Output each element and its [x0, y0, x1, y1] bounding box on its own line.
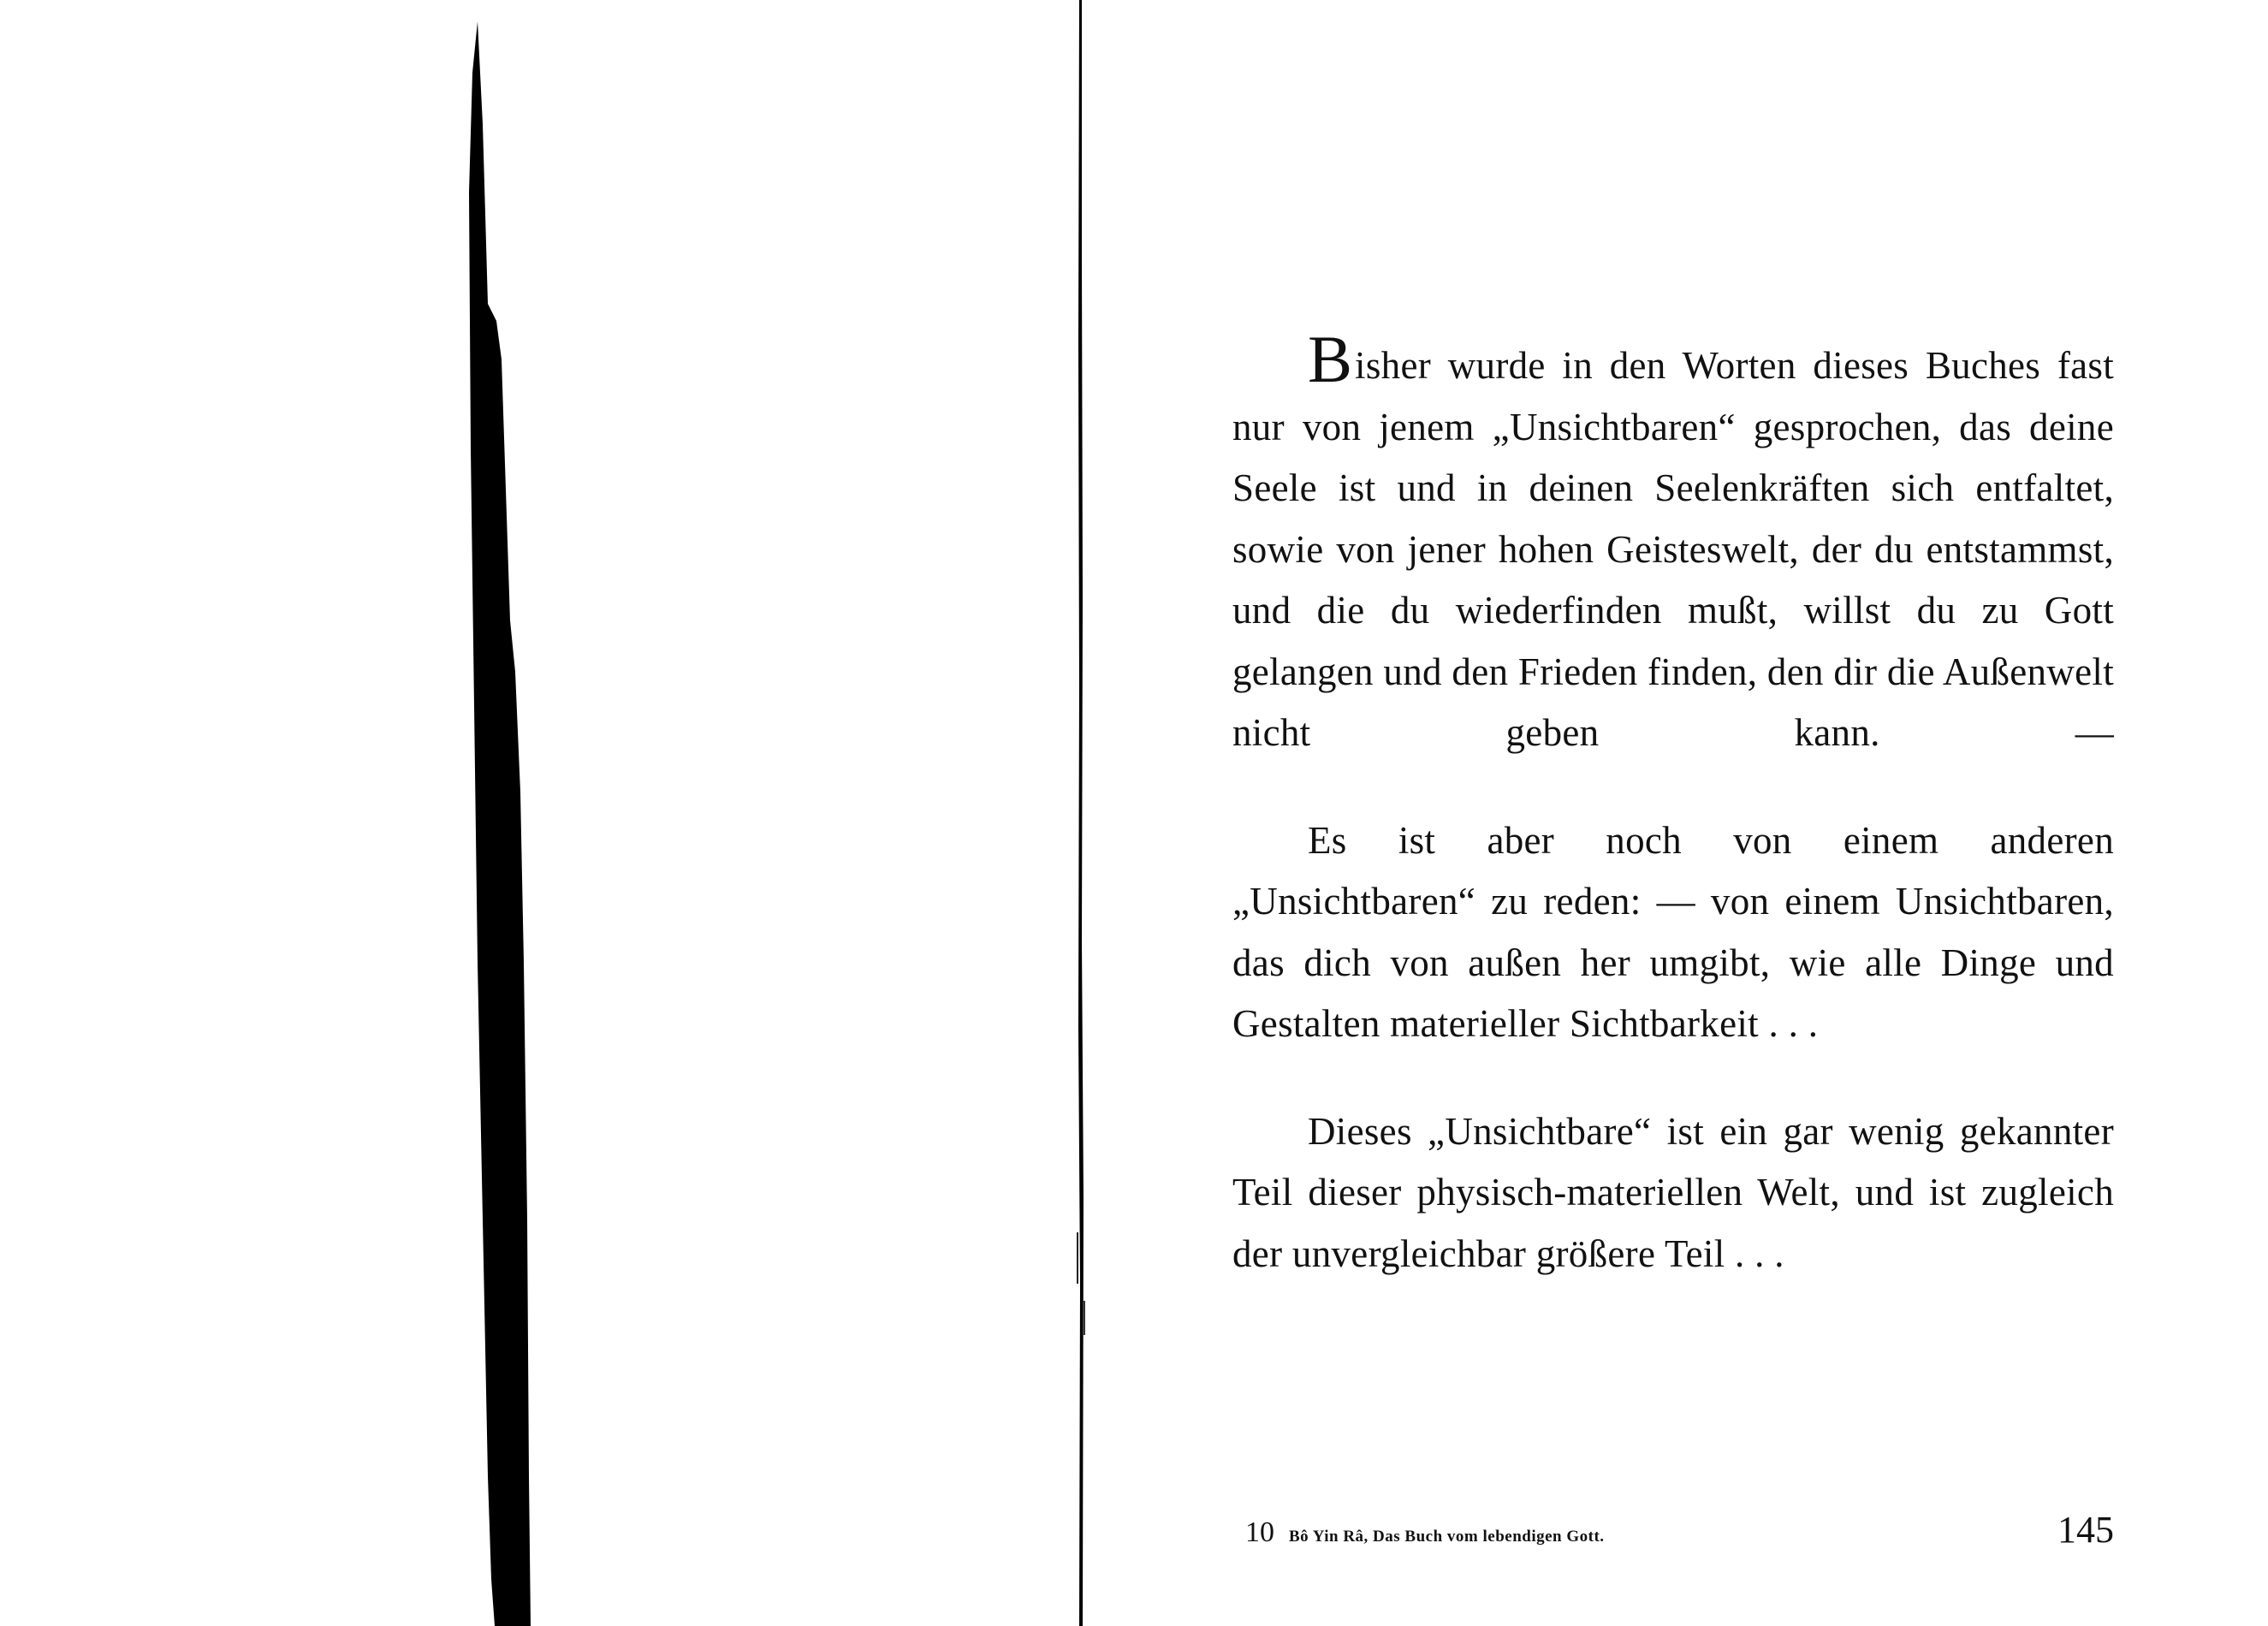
page-body: [1232, 322, 2114, 1285]
paragraph-1: [1232, 322, 2114, 764]
scan-edge-shadow: [462, 21, 573, 1626]
printer-signature: [1245, 1516, 1605, 1549]
paragraph-2: [1232, 810, 2114, 1055]
paragraph-3-text: Dieses „Unsichtbare“ ist ein gar wenig gekannter Teil dieser physisch-materiellen Welt, und ist zugleich der unvergleichbar größere Teil . . .: [1232, 1109, 2114, 1275]
signature-number: 10: [1245, 1516, 1274, 1548]
paragraph-2-text: Es ist aber noch von einem anderen „Unsichtbaren“ zu reden: — von einem Unsichtbaren, das dich von außen her umgibt, wie alle Dinge und Gestalten materieller Sichtbarkeit . . .: [1232, 818, 2114, 1045]
book-gutter-line: [1074, 0, 1088, 1626]
paragraph-3: [1232, 1101, 2114, 1285]
signature-text: Bô Yin Râ, Das Buch vom lebendigen Gott.: [1289, 1528, 1605, 1546]
page-number: 145: [2057, 1509, 2114, 1551]
paragraph-1-text: isher wurde in den Worten dieses Buches fast nur von jenem „Unsichtbaren“ gesprochen, das deine Seele ist und in deinen Seelenkräften sich entfaltet, sowie von jener hohen Geisteswelt, der du entstammst, und die du wiederfinden mußt, willst du zu Gott gelangen und den Frieden finden, den dir die Außenwelt nicht geben kann. —: [1232, 344, 2114, 754]
drop-cap: B: [1308, 322, 1356, 396]
